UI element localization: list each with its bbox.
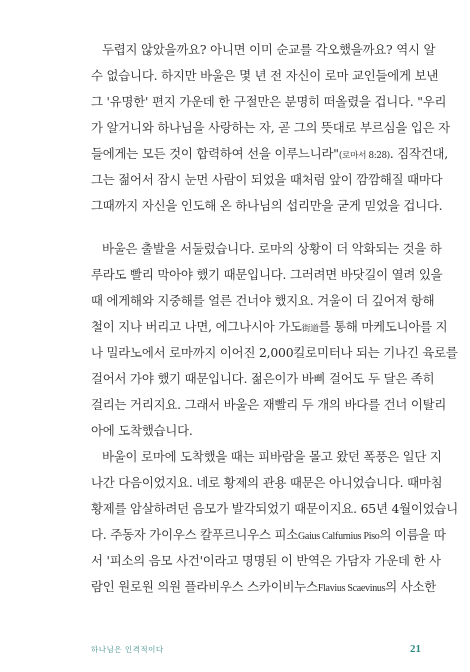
text-line	[91, 318, 448, 336]
text-run: 다. 주동자 가이우스 칼푸르니우스 피소	[91, 527, 299, 542]
text-line	[91, 578, 437, 596]
text-line: 황제를 암살하려던 음모가 발각되었기 때문이지요. 65년 4월이었습니	[91, 501, 458, 516]
body-text	[91, 0, 458, 640]
running-footer-title: 하나님은 인격적이다	[91, 645, 164, 654]
text-run: 들에게는 모든 것이 합력하여 선을 이루느니라"	[91, 146, 339, 161]
text-line: 나간 다음이었지요. 네로 황제의 관용 때문은 아니었습니다. 때마침	[91, 475, 443, 490]
text-line: 수 없습니다. 하지만 바울은 몇 년 전 자신이 로마 교인들에게 보낸	[91, 68, 439, 83]
text-line: 그는 젊어서 잠시 눈먼 사람이 되었을 때처럼 앞이 깜깜해질 때마다	[91, 172, 443, 187]
text-line: 걸리는 거리지요. 그래서 바울은 재빨리 두 개의 바다를 건너 이탈리	[91, 397, 447, 412]
text-line	[91, 526, 446, 544]
text-run: 람인 원로원 의원 플라비우스 스카이비누스	[91, 579, 318, 594]
text-run: 를 통해 마케도니아를 지	[318, 319, 448, 334]
text-run: 의 이름을 따	[379, 527, 446, 542]
text-line: 루라도 빨리 막아야 했기 때문입니다. 그러려면 바닷길이 열려 있을	[91, 267, 443, 282]
text-line: 아에 도착했습니다.	[91, 423, 193, 438]
text-line: 바울은 출발을 서둘렀습니다. 로마의 상황이 더 악화되는 것을 하	[102, 241, 442, 256]
latin-name: Gaius Calfurnius Piso	[298, 531, 380, 542]
text-line: 때 에게해와 지중해를 얼른 건너야 했지요. 겨울이 더 깊어져 항해	[91, 293, 435, 308]
hanja-annotation: 街道	[301, 324, 319, 334]
text-line: 가 알거니와 하나님을 사랑하는 자, 곧 그의 뜻대로 부르심을 입은 자	[91, 120, 450, 135]
text-line: 그 '유명한' 편지 가운데 한 구절만은 분명히 떠올렸을 겁니다. "우리	[91, 94, 447, 109]
text-line: 서 '피소의 음모 사건'이라고 명명된 이 반역은 가담자 가운데 한 사	[91, 553, 441, 568]
verse-reference: (로마서 8:28)	[338, 151, 390, 161]
text-line: 걸어서 가야 했기 때문입니다. 젊은이가 바삐 걸어도 두 달은 족히	[91, 371, 435, 386]
text-run: . 짐작건대,	[389, 146, 449, 161]
text-run: 의 사소한	[385, 579, 437, 594]
text-line: 나 밀라노에서 로마까지 이어진 2,000킬로미터나 되는 기나긴 육로를	[91, 345, 458, 360]
text-line: 그때까지 자신을 인도해 온 하나님의 섭리만을 굳게 믿었을 겁니다.	[91, 198, 443, 213]
page-footer	[91, 644, 421, 658]
text-run: 철이 지나 버리고 나면, 에그나시아 가도	[91, 319, 302, 334]
latin-name: Flavius Scaevinus	[317, 583, 386, 594]
text-line: 두렵지 않았을까요? 아니면 이미 순교를 각오했을까요? 역시 알	[102, 42, 436, 57]
page-number: 21	[410, 643, 421, 655]
text-line: 바울이 로마에 도착했을 때는 피바람을 몰고 왔던 폭풍은 일단 지	[102, 449, 442, 464]
text-line	[91, 145, 449, 163]
